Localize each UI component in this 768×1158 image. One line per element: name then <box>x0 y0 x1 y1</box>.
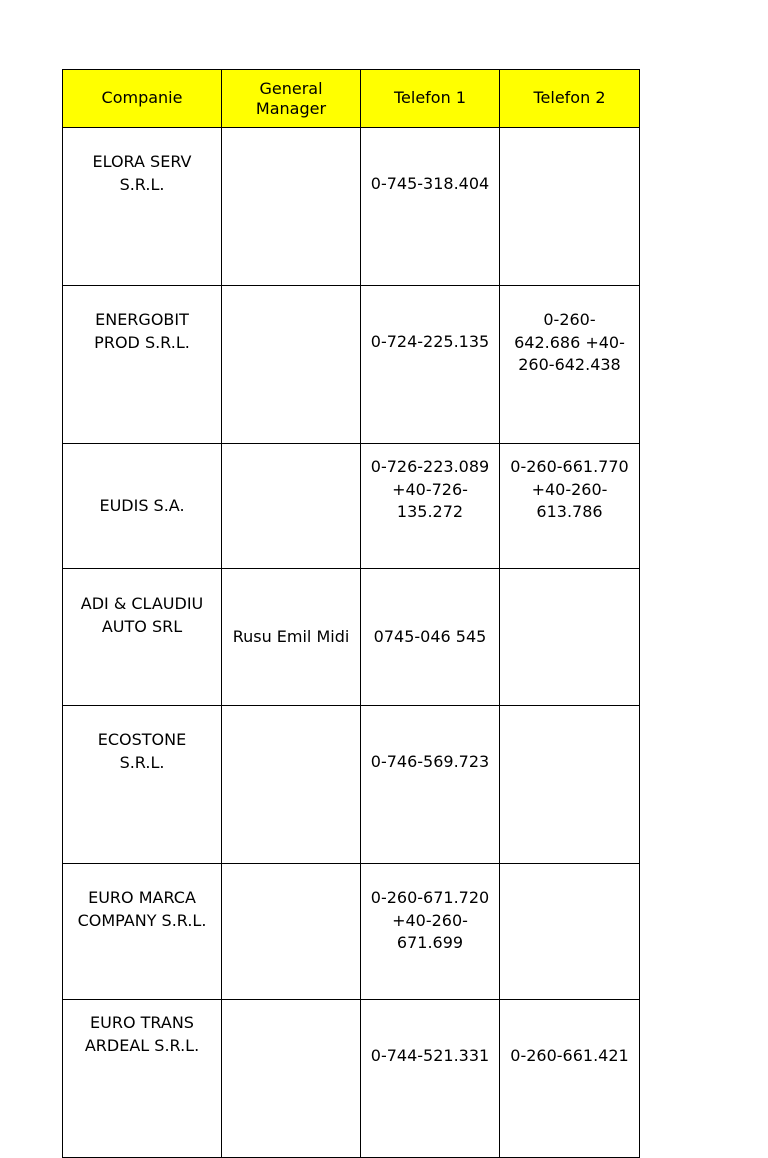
phone2-cell <box>500 706 640 864</box>
header-general-manager: General Manager <box>222 70 361 128</box>
table-row <box>63 864 640 1000</box>
company-cell: ADI & CLAUDIU AUTO SRL <box>63 569 222 706</box>
company-cell: EURO TRANS ARDEAL S.R.L. <box>63 1000 222 1158</box>
phone2-cell <box>500 864 640 1000</box>
table-row <box>63 1000 640 1158</box>
general-manager-cell <box>222 128 361 286</box>
general-manager-cell <box>222 1000 361 1158</box>
table-row <box>63 286 640 444</box>
table-row <box>63 569 640 706</box>
table-row <box>63 128 640 286</box>
company-cell: ENERGOBIT PROD S.R.L. <box>63 286 222 444</box>
phone2-cell <box>500 569 640 706</box>
general-manager-cell: Rusu Emil Midi <box>222 569 361 706</box>
phone1-cell: 0745-046 545 <box>361 569 500 706</box>
phone2-cell <box>500 128 640 286</box>
header-row <box>63 70 640 128</box>
general-manager-cell <box>222 444 361 569</box>
company-cell: EURO MARCA COMPANY S.R.L. <box>63 864 222 1000</box>
company-contacts-table <box>62 69 640 1158</box>
table-row <box>63 706 640 864</box>
general-manager-cell <box>222 706 361 864</box>
phone2-cell: 0-260- 642.686 +40- 260-642.438 <box>500 286 640 444</box>
phone2-cell: 0-260-661.421 <box>500 1000 640 1158</box>
phone1-cell: 0-724-225.135 <box>361 286 500 444</box>
general-manager-cell <box>222 864 361 1000</box>
phone1-cell: 0-726-223.089 +40-726- 135.272 <box>361 444 500 569</box>
phone1-cell: 0-744-521.331 <box>361 1000 500 1158</box>
phone2-cell: 0-260-661.770 +40-260- 613.786 <box>500 444 640 569</box>
header-company: Companie <box>63 70 222 128</box>
header-phone2: Telefon 2 <box>500 70 640 128</box>
company-cell: ELORA SERV S.R.L. <box>63 128 222 286</box>
phone1-cell: 0-746-569.723 <box>361 706 500 864</box>
header-phone1: Telefon 1 <box>361 70 500 128</box>
general-manager-cell <box>222 286 361 444</box>
phone1-cell: 0-260-671.720 +40-260- 671.699 <box>361 864 500 1000</box>
company-cell: EUDIS S.A. <box>63 444 222 569</box>
phone1-cell: 0-745-318.404 <box>361 128 500 286</box>
table-row <box>63 444 640 569</box>
company-cell: ECOSTONE S.R.L. <box>63 706 222 864</box>
